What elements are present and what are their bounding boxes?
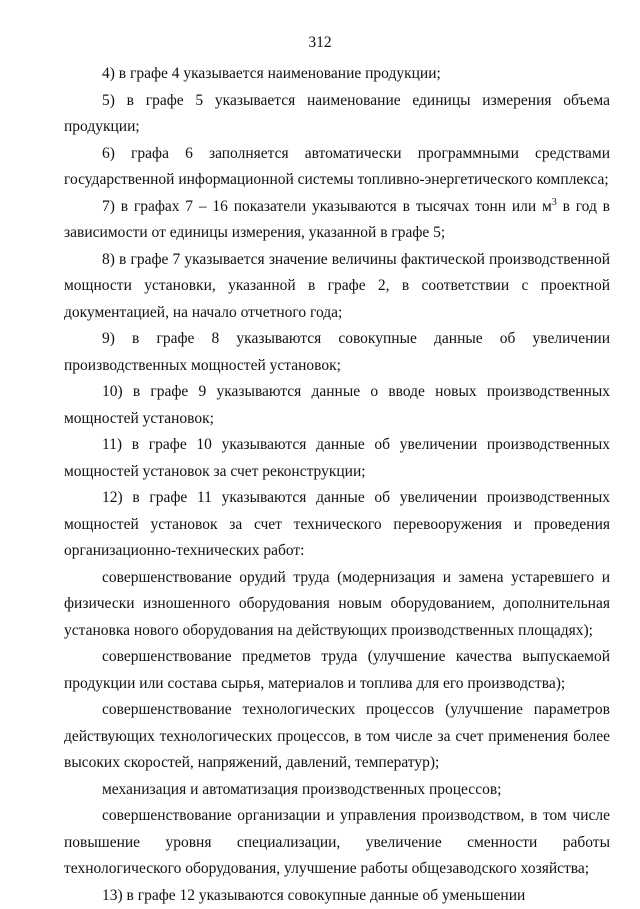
paragraph-item-7 [64, 194, 610, 247]
document-body [64, 61, 610, 909]
paragraph-item-10: 10) в графе 9 указываются данные о вводе новых производственных мощностей установок; [64, 379, 610, 432]
item-7-superscript: 3 [552, 197, 557, 208]
paragraph-item-4: 4) в графе 4 указывается наименование продукции; [64, 61, 610, 88]
item-7-text-after: в год в зависимости от единицы измерения, указанной в графе 5; [64, 198, 610, 242]
paragraph-tools: совершенствование орудий труда (модернизация и замена устаревшего и физически изношенного оборудования новым оборудованием, дополнительная установка нового оборудования на действующих производственных площадях); [64, 565, 610, 645]
paragraph-organization: совершенствование организации и управления производством, в том числе повышение уровня специализации, увеличение сменности работы технологического оборудования, улучшение работы общезаводского хозяйства; [64, 803, 610, 883]
paragraph-processes: совершенствование технологических процессов (улучшение параметров действующих технологических процессов, в том числе за счет применения более высоких скоростей, напряжений, давлений, температур); [64, 697, 610, 777]
paragraph-item-5: 5) в графе 5 указывается наименование единицы измерения объема продукции; [64, 88, 610, 141]
paragraph-automation: механизация и автоматизация производственных процессов; [64, 777, 610, 804]
item-7-text-before: 7) в графах 7 – 16 показатели указываются в тысячах тонн или м [102, 198, 552, 215]
paragraph-item-12: 12) в графе 11 указываются данные об увеличении производственных мощностей установок за счет технического перевооружения и проведения организационно-технических работ: [64, 485, 610, 565]
paragraph-materials: совершенствование предметов труда (улучшение качества выпускаемой продукции или состава сырья, материалов и топлива для его производства); [64, 644, 610, 697]
paragraph-item-9: 9) в графе 8 указываются совокупные данные об увеличении производственных мощностей установок; [64, 326, 610, 379]
paragraph-item-8: 8) в графе 7 указывается значение величины фактической производственной мощности установки, указанной в графе 2, в соответствии с проектной документацией, на начало отчетного года; [64, 247, 610, 327]
paragraph-item-13: 13) в графе 12 указываются совокупные данные об уменьшении [64, 883, 610, 909]
paragraph-item-6: 6) графа 6 заполняется автоматически программными средствами государственной информационной системы топливно-энергетического комплекса; [64, 141, 610, 194]
paragraph-item-11: 11) в графе 10 указываются данные об увеличении производственных мощностей установок за счет реконструкции; [64, 432, 610, 485]
page-number: 312 [0, 34, 640, 52]
